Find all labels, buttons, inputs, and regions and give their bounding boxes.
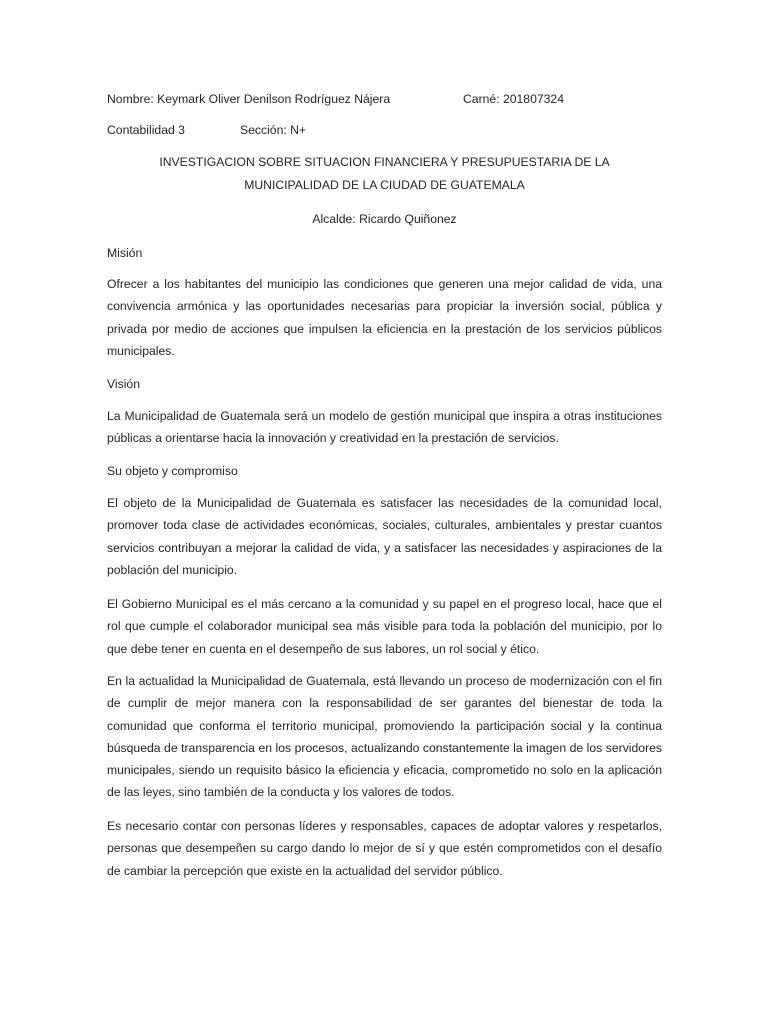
student-carne: Carné: 201807324 (463, 92, 564, 106)
mision-paragraph: Ofrecer a los habitantes del municipio las condiciones que generen una mejor calidad de vida, una convivencia armónica y las oportunidades necesarias para propiciar la inversión social, pública y privada por medio de acciones que impulsen la eficiencia en la prestación de los servicios públicos municipales. (107, 277, 662, 358)
objeto-heading: Su objeto y compromiso (107, 464, 238, 478)
course-name: Contabilidad 3 (107, 123, 185, 137)
document-title-line-1: INVESTIGACION SOBRE SITUACION FINANCIERA Y PRESUPUESTARIA DE LA (159, 155, 610, 169)
mision-heading: Misión (107, 246, 143, 260)
objeto-paragraph-1: El objeto de la Municipalidad de Guatemala es satisfacer las necesidades de la comunidad local, promover toda clase de actividades económicas, sociales, culturales, ambientales y prestar cuantos servicios contribuyan a mejorar la calidad de vida, y a satisfacer las necesidades y aspiraciones de la población del municipio. (107, 496, 662, 577)
course-section: Sección: N+ (240, 123, 307, 137)
objeto-paragraph-3: En la actualidad la Municipalidad de Guatemala, está llevando un proceso de modernización con el fin de cumplir de mejor manera con la responsabilidad de ser garantes del bienestar de toda la comunidad que conforma el territorio municipal, promoviendo la participación social y la continua búsqueda de transparencia en los procesos, actualizando constantemente la imagen de los servidores municipales, siendo un requisito básico la eficiencia y eficacia, comprometido no solo en la aplicación de las leyes, sino también de la conducta y los valores de todos. (107, 674, 662, 800)
vision-heading: Visión (107, 377, 140, 391)
student-name: Nombre: Keymark Oliver Denilson Rodríguez Nájera (107, 92, 391, 106)
mayor-line: Alcalde: Ricardo Quiñonez (312, 212, 457, 226)
document-title-line-2: MUNICIPALIDAD DE LA CIUDAD DE GUATEMALA (244, 178, 525, 192)
vision-paragraph: La Municipalidad de Guatemala será un modelo de gestión municipal que inspira a otras instituciones públicas a orientarse hacia la innovación y creatividad en la prestación de servicios. (107, 409, 662, 446)
objeto-paragraph-4: Es necesario contar con personas líderes y responsables, capaces de adoptar valores y respetarlos, personas que desempeñen su cargo dando lo mejor de sí y que estén comprometidos con el desafío de cambiar la percepción que existe en la actualidad del servidor público. (107, 819, 662, 878)
objeto-paragraph-2: El Gobierno Municipal es el más cercano a la comunidad y su papel en el progreso local, hace que el rol que cumple el colaborador municipal sea más visible para toda la población del municipio, por lo que debe tener en cuenta en el desempeño de sus labores, un rol social y ético. (107, 597, 662, 656)
